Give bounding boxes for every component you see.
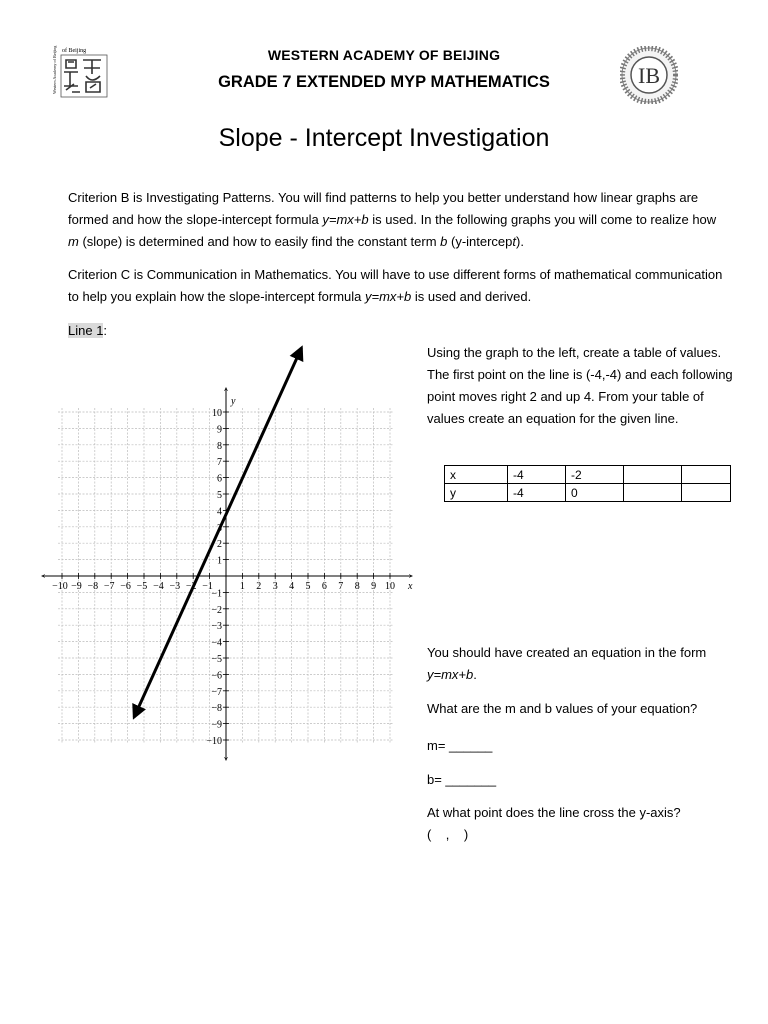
page-title: Slope - Intercept Investigation — [218, 124, 550, 152]
table-cell: -4 — [508, 484, 566, 502]
line-label-colon: : — [103, 323, 108, 338]
y-tick-label: 2 — [217, 539, 222, 551]
b-answer-blank[interactable]: b= _______ — [427, 772, 497, 787]
table-cell: x — [445, 466, 508, 484]
text: ). — [516, 234, 524, 249]
y-tick-label: −4 — [211, 637, 222, 649]
var-m: m — [68, 234, 79, 249]
x-tick-label: −9 — [71, 581, 82, 592]
logo-top-text: of Beijing — [62, 48, 87, 54]
x-tick-label: 6 — [321, 581, 327, 592]
y-tick-label: 4 — [217, 506, 222, 518]
x-tick-label: 9 — [371, 581, 377, 592]
y-tick-label: 6 — [217, 473, 222, 485]
x-tick-label: −3 — [169, 581, 181, 592]
table-cell[interactable] — [682, 484, 731, 502]
table-cell[interactable] — [682, 466, 731, 484]
text-italic: t — [512, 234, 517, 249]
y-intercept-question: At what point does the line cross the y-axis? — [427, 805, 681, 820]
table-cell[interactable] — [624, 466, 682, 484]
formula: y=mx+b — [427, 667, 474, 682]
table-of-values — [444, 465, 731, 502]
y-tick-label: 7 — [217, 457, 222, 469]
equation-form-note — [427, 642, 737, 686]
formula: y=mx+b — [365, 289, 412, 304]
x-tick-label: −10 — [52, 581, 68, 592]
criterion-b-paragraph — [68, 187, 728, 253]
y-tick-label: −2 — [211, 604, 222, 616]
y-intercept-answer-blank[interactable]: ( , ) — [427, 827, 469, 842]
table-cell: y — [445, 484, 508, 502]
table-cell[interactable] — [624, 484, 682, 502]
y-tick-label: 5 — [217, 490, 222, 501]
table-cell: 0 — [566, 484, 624, 502]
text: (y-intercep — [447, 234, 513, 249]
text: is used. In the following graphs you will come to realize how — [368, 212, 717, 227]
y-tick-label: 10 — [212, 408, 222, 419]
m-answer-blank[interactable]: m= ______ — [427, 738, 493, 753]
graph-instructions: Using the graph to the left, create a table of values. The first point on the line is (-4,-4) and each following point moves right 2 and up 4. From your table of values create an equation for the given line. — [427, 345, 733, 426]
x-tick-label: −6 — [120, 581, 131, 592]
text: Criterion B is Investigating Patterns. You will find patterns to help you better understand how linear graphs are formed and how the slope-intercept formula — [68, 190, 699, 227]
logo-vertical-text: Western Academy of Beijing — [52, 45, 57, 94]
y-tick-label: −5 — [211, 654, 222, 665]
x-tick-label: 1 — [239, 581, 245, 592]
y-tick-label: −10 — [206, 736, 222, 747]
x-tick-label: 8 — [354, 581, 360, 592]
y-axis-label: y — [231, 396, 236, 407]
x-tick-label: −8 — [87, 581, 99, 592]
criterion-c-paragraph — [68, 264, 728, 308]
text: (slope) is determined and how to easily find the constant term — [78, 234, 441, 249]
line-label-text: Line 1 — [68, 323, 104, 338]
text: is used and derived. — [411, 289, 532, 304]
y-tick-label: −6 — [211, 670, 222, 682]
y-tick-label: −1 — [211, 588, 222, 600]
x-tick-label: 7 — [338, 581, 344, 592]
x-tick-label: −4 — [153, 581, 164, 592]
school-name: WESTERN ACADEMY OF BEIJING — [267, 47, 501, 63]
course-title: GRADE 7 EXTENDED MYP MATHEMATICS — [218, 73, 550, 91]
ib-seal-logo — [620, 46, 678, 104]
x-tick-label: 2 — [256, 581, 262, 592]
coordinate-graph — [40, 320, 420, 780]
table-cell: -4 — [508, 466, 566, 484]
ib-seal-text: IB — [638, 63, 660, 88]
axes — [42, 388, 412, 760]
table-row — [445, 466, 731, 484]
x-tick-label: −5 — [136, 581, 148, 592]
y-tick-label: −9 — [211, 719, 222, 731]
y-tick-label: 3 — [217, 522, 222, 534]
x-tick-label: 10 — [385, 581, 395, 592]
y-tick-label: 8 — [217, 440, 222, 452]
y-tick-label: −7 — [211, 686, 222, 698]
text: You should have created an equation in the form — [427, 645, 707, 660]
m-b-question: What are the m and b values of your equation? — [427, 701, 698, 716]
y-tick-label: −8 — [211, 703, 222, 715]
x-tick-label: −2 — [185, 581, 197, 592]
text: Criterion C is Communication in Mathematics. You will have to use different forms of mathematical communication to help you explain how the slope-intercept formula — [68, 267, 723, 304]
x-tick-label: −7 — [103, 581, 115, 592]
x-axis-label: x — [408, 581, 413, 592]
table-cell: -2 — [566, 466, 624, 484]
y-tick-label: 9 — [217, 424, 222, 436]
x-tick-label: 5 — [305, 581, 311, 592]
y-tick-label: 1 — [217, 555, 222, 567]
formula: y=mx+b — [322, 212, 369, 227]
x-tick-label: −1 — [202, 581, 213, 592]
table-row — [445, 484, 731, 502]
tick-labels — [52, 396, 413, 747]
var-b: b — [440, 234, 448, 249]
x-tick-label: 3 — [272, 581, 278, 592]
text: . — [473, 667, 477, 682]
y-tick-label: −3 — [211, 621, 222, 633]
x-tick-label: 4 — [289, 581, 295, 592]
